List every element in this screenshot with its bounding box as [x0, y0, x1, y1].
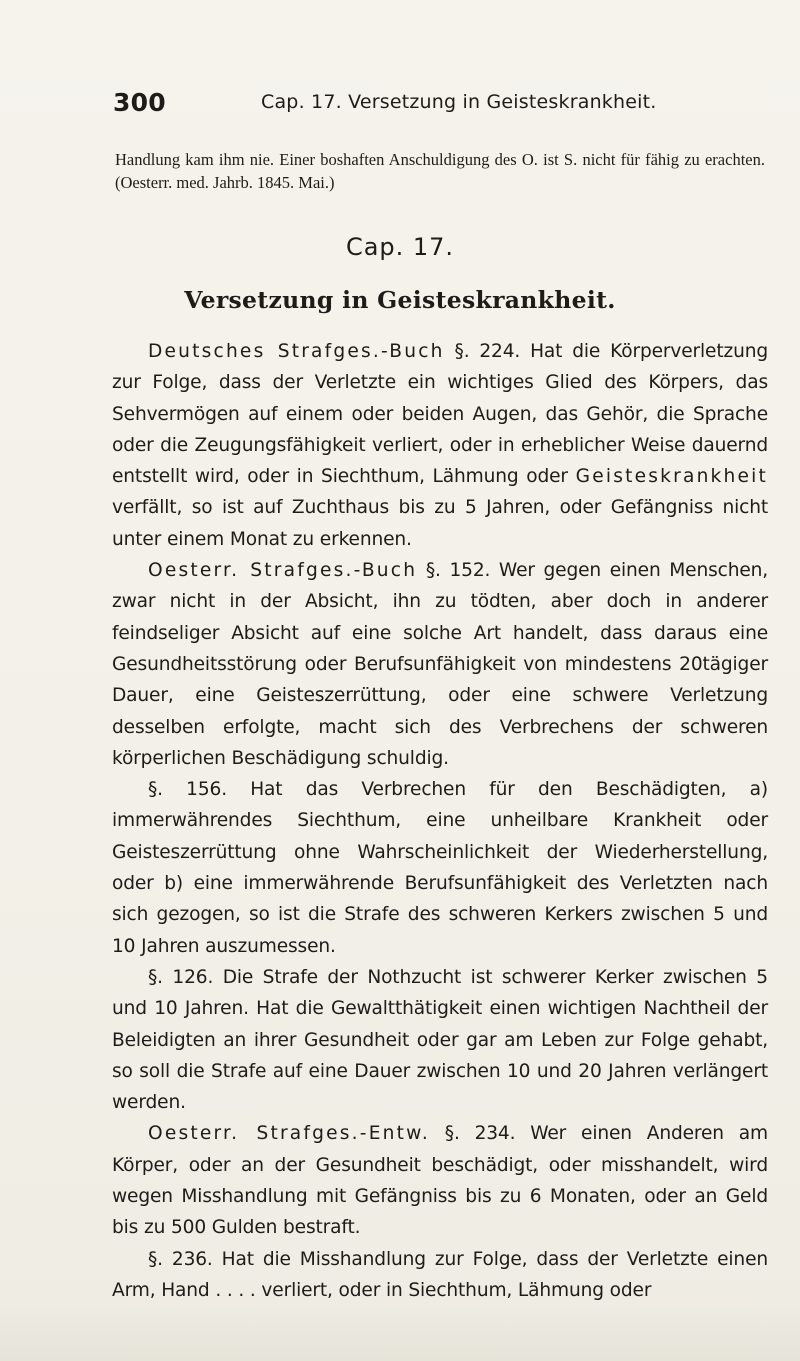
page-edge-shading [0, 1301, 800, 1361]
paragraph-section-126 [112, 962, 768, 1118]
continued-footnote-text: Handlung kam ihm nie. Einer boshaften Anschuldigung des O. ist S. nicht für fähig zu erachten. (Oesterr. med. Jahrb. 1845. Mai.) [115, 150, 765, 192]
body-text [112, 336, 768, 1306]
paragraph-text: §. 156. Hat das Verbrechen für den Beschädigten, a) immerwährendes Siechthum, eine unheilbare Krankheit oder Geisteszerrüttung ohne Wahrscheinlichkeit der Wiederherstellung, oder b) eine immerwährende Berufsunfähigkeit des Verletzten nach sich gezogen, so ist die Strafe des schweren Kerkers zwischen 5 und 10 Jahren auszumessen. [112, 779, 768, 957]
paragraph-text: §. 236. Hat die Misshandlung zur Folge, dass der Verletzte einen Arm, Hand . . . . verliert, oder in Siechthum, Lähmung oder [112, 1248, 768, 1301]
code-reference: Oesterr. Strafges.-Entw. [148, 1123, 430, 1145]
chapter-label: Cap. 17. [345, 233, 455, 261]
paragraph-section-236 [112, 1244, 768, 1307]
running-title: Cap. 17. Versetzung in Geisteskrankheit. [261, 91, 657, 113]
paragraph-oesterr-entwurf [112, 1118, 768, 1243]
chapter-title: Versetzung in Geisteskrankheit. [184, 286, 616, 314]
paragraph-oesterr-strafgesetzbuch [112, 555, 768, 774]
code-reference: Deutsches Strafges.-Buch [148, 341, 445, 362]
paragraph-text: §. 152. Wer gegen einen Menschen, zwar nicht in der Absicht, ihn zu tödten, aber doch in anderer feindseliger Absicht auf eine solche Art handelt, dass daraus eine Gesundheitsstörung oder Berufsunfähigkeit von mindestens 20tägiger Dauer, eine Geisteszerrüttung, oder eine schwere Verletzung desselben erfolgte, macht sich des Verbrechens der schweren körperlichen Beschädigung schuldig. [112, 560, 769, 769]
paragraph-section-156 [112, 774, 768, 962]
paragraph-text: §. 126. Die Strafe der Nothzucht ist schwerer Kerker zwischen 5 und 10 Jahren. Hat die Gewaltthätigkeit einen wichtigen Nachtheil der Beleidigten an ihrer Gesundheit oder gar am Leben zur Folge gehabt, so soll die Strafe auf eine Dauer zwischen 10 und 20 Jahren verlängert werden. [112, 966, 768, 1114]
running-header [113, 88, 753, 128]
emphasized-term: Geisteskrankheit [575, 466, 768, 488]
paragraph-text: §. 234. Wer einen Anderen am Körper, oder an der Gesundheit beschädigt, oder misshandelt, wird wegen Misshandlung mit Gefängniss bis zu 6 Monaten, oder an Geld bis zu 500 Gulden bestraft. [112, 1123, 768, 1239]
code-reference: Oesterr. Strafges.-Buch [148, 560, 418, 582]
paragraph-text: §. 224. Hat die Körperverletzung zur Folge, dass der Verletzte ein wichtiges Glied des Körpers, das Sehvermögen auf einem oder beiden Augen, das Gehör, die Sprache oder die Zeugungsfähigkeit verliert, oder in erheblicher Weise dauernd entstellt wird, oder in Siechthum, Lähmung oder [112, 341, 768, 488]
paragraph-text-tail: verfällt, so ist auf Zuchthaus bis zu 5 Jahren, oder Gefängniss nicht unter einem Monat zu erkennen. [112, 497, 768, 550]
paragraph-de-strafgesetzbuch [112, 336, 768, 555]
page-number: 300 [113, 88, 166, 117]
